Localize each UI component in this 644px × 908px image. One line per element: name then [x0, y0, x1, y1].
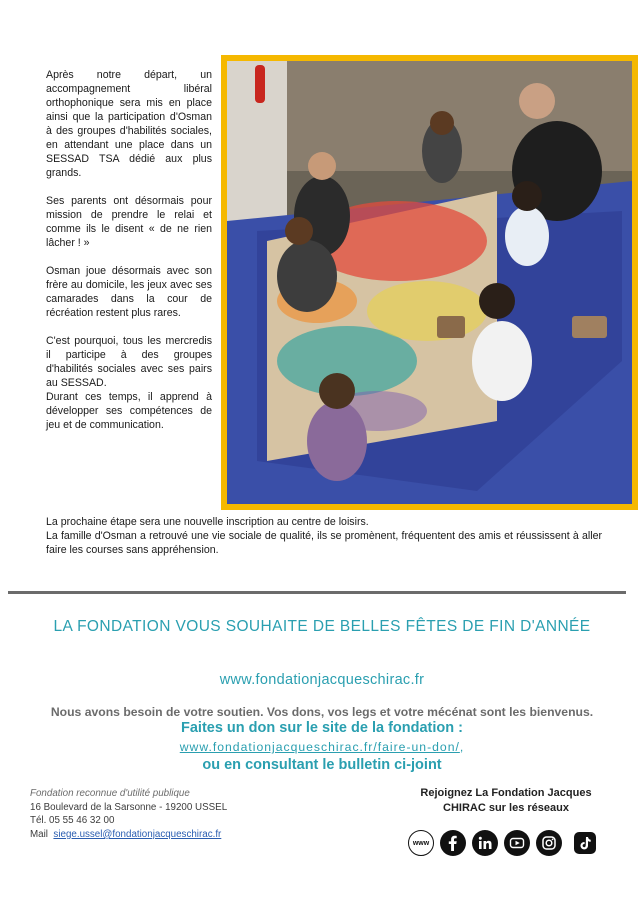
- story-paragraph-2: Ses parents ont désormais pour mission de prendre le relai et comme ils le disent « de ne rien lâcher ! »: [46, 195, 212, 249]
- instagram-icon[interactable]: [536, 830, 562, 856]
- contact-block: [30, 787, 227, 841]
- email-row: [30, 828, 227, 842]
- story-conclusion: [46, 515, 602, 557]
- family-update-line: La famille d'Osman a retrouvé une vie sociale de qualité, ils se promènent, fréquentent des amis et réussissent à aller faire les courses sans appréhension.: [46, 530, 602, 556]
- postal-address: 16 Boulevard de la Sarsonne - 19200 USSEL: [30, 801, 228, 813]
- www-icon[interactable]: [408, 830, 434, 856]
- mail-label: Mail: [30, 828, 48, 840]
- donate-link-comma: ,: [459, 740, 465, 754]
- story-paragraph-5: Durant ces temps, il apprend à développer ses compétences de jeu et de communication.: [46, 391, 212, 431]
- painting-activity-illustration: [227, 61, 632, 504]
- donate-link[interactable]: www.fondationjacqueschirac.fr/faire-un-don/: [179, 740, 460, 754]
- tiktok-icon[interactable]: [574, 832, 596, 854]
- story-paragraph-4: C'est pourquoi, tous les mercredis il participe à des groupes d'habilités sociales avec ses pairs au SESSAD.: [46, 335, 212, 389]
- season-greeting: LA FONDATION VOUS SOUHAITE DE BELLES FÊTES DE FIN D'ANNÉE: [53, 618, 591, 635]
- support-appeal: Nous avons besoin de votre soutien. Vos dons, vos legs et votre mécénat sont les bienvenus.: [50, 705, 594, 719]
- social-invite-line-1: Rejoignez La Fondation Jacques: [420, 787, 592, 799]
- story-column: [46, 68, 212, 446]
- social-icons: [408, 830, 596, 856]
- next-step-line: La prochaine étape sera une nouvelle inscription au centre de loisirs.: [46, 516, 369, 528]
- linkedin-icon[interactable]: [472, 830, 498, 856]
- story-paragraph-1: Après notre départ, un accompagnement libéral orthophonique sera mis en place ainsi que la participation d'Osman à des groupes d'habilités sociales, en attendant une place dans un SESSAD TSA dédié aux plus grands.: [46, 69, 212, 179]
- youtube-icon[interactable]: [504, 830, 530, 856]
- facebook-icon[interactable]: [440, 830, 466, 856]
- bulletin-note: ou en consultant le bulletin ci-joint: [202, 757, 442, 773]
- social-invite: [408, 786, 604, 816]
- section-divider: [8, 591, 626, 594]
- recognition-note: Fondation reconnue d'utilité publique: [30, 788, 190, 799]
- website-link[interactable]: www.fondationjacqueschirac.fr: [219, 672, 425, 688]
- phone-number: Tél. 05 55 46 32 00: [30, 815, 115, 827]
- story-paragraph-3: Osman joue désormais avec son frère au domicile, les jeux avec ses camarades dans la cour de récréation restent plus rares.: [46, 265, 212, 319]
- email-link[interactable]: siege.ussel@fondationjacqueschirac.fr: [53, 828, 222, 840]
- www-icon-label: www: [412, 839, 430, 847]
- social-invite-line-2: CHIRAC sur les réseaux: [443, 802, 569, 814]
- activity-photo: [221, 55, 638, 510]
- donate-link-row: [0, 740, 644, 754]
- donate-heading: Faites un don sur le site de la fondation :: [181, 720, 463, 736]
